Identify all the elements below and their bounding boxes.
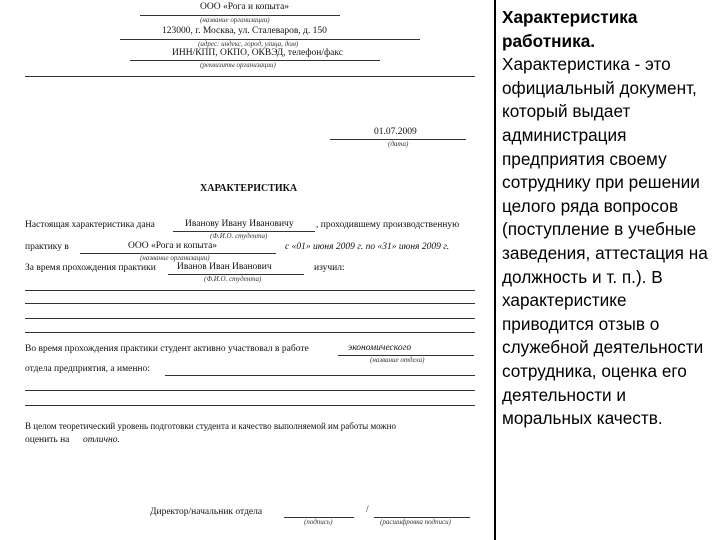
header-rule bbox=[25, 76, 475, 77]
student-nominative: Иванов Иван Иванович bbox=[177, 262, 272, 272]
blank-line bbox=[25, 290, 475, 291]
participation-text: Во время прохождения практики студент активно участвовал в работе bbox=[25, 344, 309, 354]
codes-caption: (реквизиты организации) bbox=[200, 61, 276, 69]
blank-line bbox=[25, 332, 475, 333]
student-dative: Иванову Ивану Ивановичу bbox=[185, 219, 294, 229]
student-caption: (Ф.И.О. студента) bbox=[210, 232, 268, 240]
blank-line bbox=[165, 375, 475, 376]
address-caption: (адрес: индекс, город, улица, дом) bbox=[198, 40, 299, 48]
company-name: ООО «Рога и копыта» bbox=[128, 241, 218, 251]
line3-prefix: За время прохождения практики bbox=[25, 263, 156, 273]
signature-caption: (подпись) bbox=[304, 518, 333, 526]
description-panel bbox=[502, 6, 716, 431]
department-name: экономического bbox=[348, 343, 412, 353]
department-caption: (название отдела) bbox=[370, 356, 425, 364]
conclusion-line-2: оценить на bbox=[25, 435, 70, 445]
signature-label: Директор/начальник отдела bbox=[150, 507, 263, 517]
line1-prefix: Настоящая характеристика дана bbox=[25, 220, 155, 230]
blank-line bbox=[25, 303, 475, 304]
blank-line bbox=[25, 390, 475, 391]
decode-caption: (расшифровка подписи) bbox=[380, 518, 451, 526]
practice-period: с «01» июня 2009 г. по «31» июня 2009 г. bbox=[285, 242, 450, 252]
doc-title: ХАРАКТЕРИСТИКА bbox=[200, 183, 298, 194]
line1-suffix: , проходившему производственную bbox=[316, 220, 460, 230]
blank-line bbox=[25, 318, 475, 319]
date-caption: (дата) bbox=[388, 140, 409, 148]
signature-separator: / bbox=[366, 505, 369, 515]
grade: отлично. bbox=[83, 435, 120, 445]
company-caption: (название организации) bbox=[140, 254, 210, 262]
org-address: 123000, г. Москва, ул. Сталеваров, д. 150 bbox=[162, 26, 327, 36]
student-caption-2: (Ф.И.О. студента) bbox=[204, 275, 262, 283]
description-body: Характеристика - это официальный документ, который выдает администрация предприятия своему сотруднику при решении целого ряда вопросов (поступление в учебные заведения, аттестация на должность и т. п.). В характеристике приводится отзыв о служебной деятельности сотрудника, оценка его деятельности и моральных качеств. bbox=[502, 54, 708, 429]
org-name-caption: (название организации) bbox=[200, 16, 270, 24]
doc-date: 01.07.2009 bbox=[374, 127, 417, 137]
org-codes: ИНН/КПП, ОКПО, ОКВЭД, телефон/факс bbox=[172, 48, 343, 58]
org-name: ООО «Рога и копыта» bbox=[200, 2, 290, 12]
description-title: Характеристика работника. bbox=[502, 7, 638, 51]
panel-divider bbox=[494, 0, 496, 540]
department-line: отдела предприятия, а именно: bbox=[25, 364, 150, 374]
blank-line bbox=[25, 405, 475, 406]
line3-suffix: изучил: bbox=[314, 263, 345, 273]
conclusion-line-1: В целом теоретический уровень подготовки студента и качество выполняемой им работы можно bbox=[25, 421, 396, 431]
line2-prefix: практику в bbox=[25, 242, 69, 252]
